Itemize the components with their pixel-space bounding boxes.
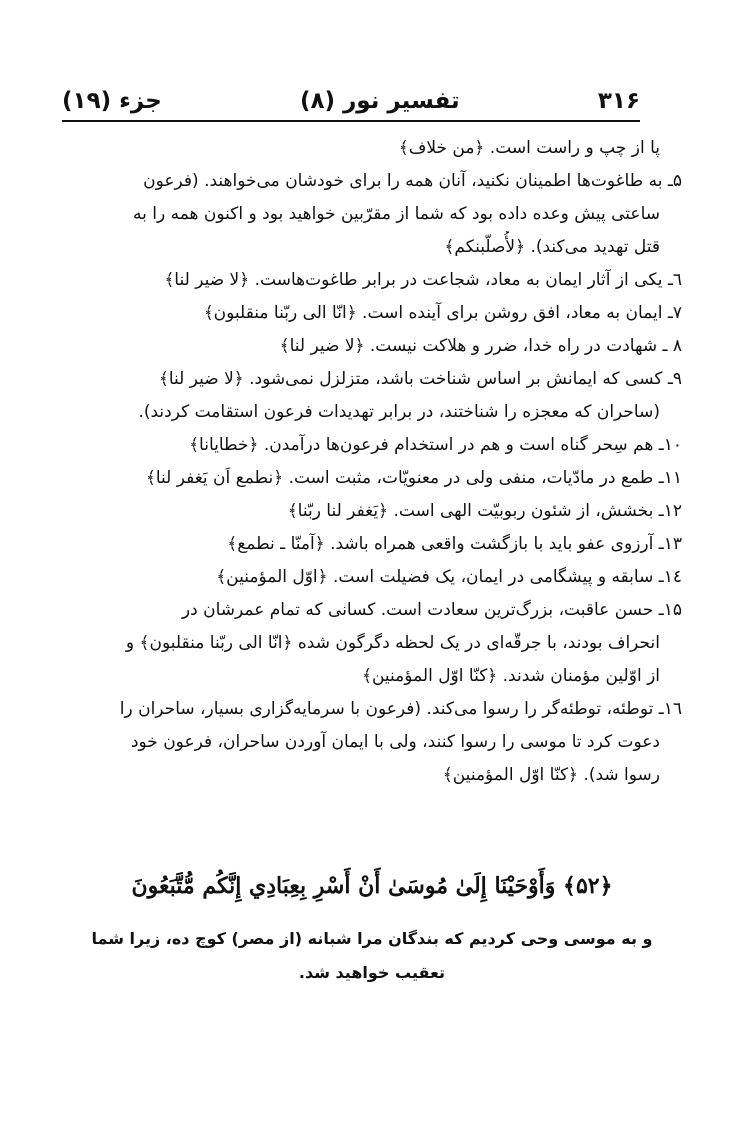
text-line: ۵ـ به طاغوت‌ها اطمینان نکنید، آنان همه را برای خودشان می‌خواهند. (فرعون [143, 171, 682, 191]
text-line: ۱٤ـ سابقه و پیشگامی در ایمان، یک فضیلت است. ﴿اوّل المؤمنین﴾ [216, 567, 682, 587]
translation-line: تعقیب خواهید شد. [298, 963, 446, 982]
book-title: تفسیر نور (۸) [299, 88, 460, 114]
text-line: (ساحران که معجزه را شناختند، در برابر تهدیدات فرعون استقامت کردند). [138, 402, 660, 422]
text-line: انحراف بودند، با جرقّه‌ای در یک لحظه دگرگون شده ﴿انّا الی ربّنا منقلبون﴾ و [125, 633, 660, 653]
text-line: از اوّلین مؤمنان شدند. ﴿کنّا اوّل المؤمنین﴾ [362, 666, 660, 686]
quran-verse: ﴿۵۲﴾ وَأَوْحَيْنَا إِلَىٰ مُوسَىٰ أَنْ أَسْرِ بِعِبَادِي إِنَّكُم مُّتَّبَعُونَ [131, 873, 613, 899]
page-number: ۳۱۶ [597, 88, 640, 114]
text-line: قتل تهدید می‌کند). ﴿لأُصلّبنکم﴾ [444, 237, 660, 257]
text-line: ٩ـ کسی که ایمانش بر اساس شناخت باشد، متزلزل نمی‌شود. ﴿لا ضیر لنا﴾ [158, 369, 682, 389]
text-line: ۱۲ـ بخشش، از شئون ربوبیّت الهی است. ﴿یَغفر لنا ربّنا﴾ [287, 501, 682, 521]
text-line: ٧ـ ایمان به معاد، افق روشن برای آینده است. ﴿انّا الی ربّنا منقلبون﴾ [203, 303, 682, 323]
text-line: پا از چپ و راست است. ﴿من خلاف﴾ [398, 138, 660, 158]
text-line: ٦ـ یکی از آثار ایمان به معاد، شجاعت در برابر طاغوت‌هاست. ﴿لا ضیر لنا﴾ [164, 270, 682, 290]
part-label: جزء (۱۹) [62, 88, 162, 114]
text-line: ۱۱ـ طمع در مادّیات، منفی ولی در معنویّات، مثبت است. ﴿نطمع اَن یَغفر لنا﴾ [145, 468, 682, 488]
page-header [62, 84, 640, 122]
text-line: دعوت کرد تا موسی را رسوا کنند، ولی با ایمان آوردن ساحران، فرعون خود [130, 732, 660, 752]
text-line: ۱۵ـ حسن عاقبت، بزرگ‌ترین سعادت است. کسانی که تمام عمرشان در [181, 600, 682, 620]
text-line: ۱۳ـ آرزوی عفو باید با بازگشت واقعی همراه باشد. ﴿آمنّا ـ نطمع﴾ [227, 534, 682, 554]
text-line: ۱٦ـ توطئه، توطئه‌گر را رسوا می‌کند. (فرعون با سرمایه‌گزاری بسیار، ساحران را [119, 699, 682, 719]
body-text [62, 132, 682, 792]
verse-translation [62, 922, 682, 990]
text-line: ۱۰ـ هم سِحر گناه است و هم در استخدام فرعون‌ها درآمدن. ﴿خطایانا﴾ [189, 435, 682, 455]
text-line: ٨ ـ شهادت در راه خدا، ضرر و هلاکت نیست. ﴿لا ضیر لنا﴾ [279, 336, 682, 356]
translation-line: و به موسی وحی کردیم که بندگان مرا شبانه (از مصر) کوچ ده، زیرا شما [91, 929, 653, 948]
text-line: ساعتی پیش وعده داده بود که شما از مقرّبین خواهید بود و اکنون همه را به [133, 204, 660, 224]
text-line: رسوا شد). ﴿کنّا اوّل المؤمنین﴾ [442, 765, 660, 785]
